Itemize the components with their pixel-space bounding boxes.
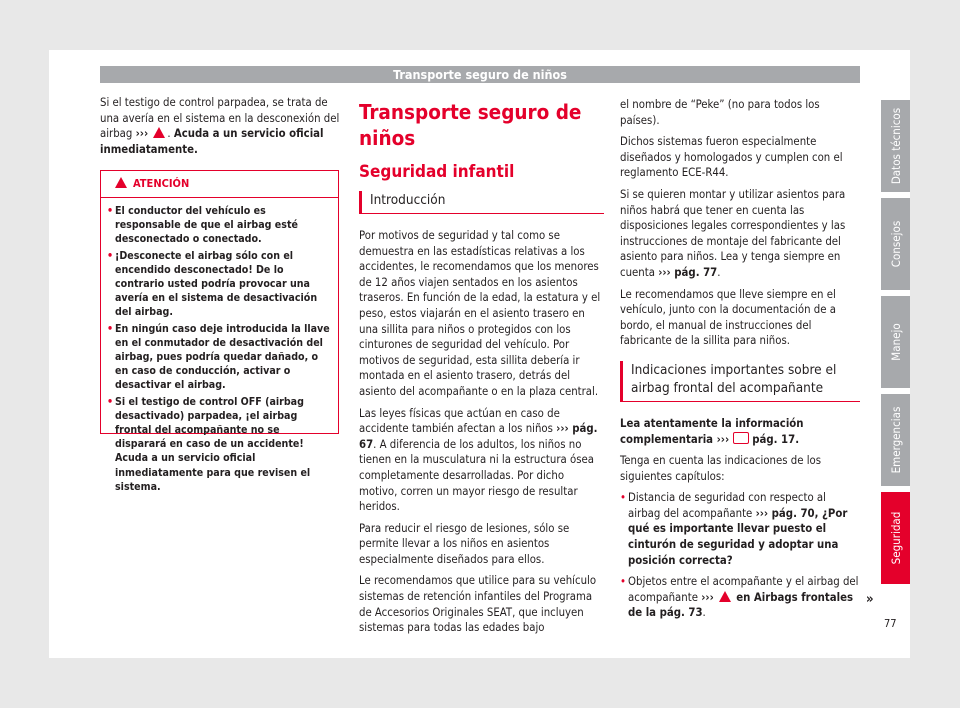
warning-divider: [101, 197, 338, 198]
page-link[interactable]: en Airbags frontales de la pág. 73: [628, 590, 854, 620]
warning-item: • El conductor del vehículo es responsable de que el airbag esté desconectado o conectado.: [107, 205, 298, 246]
section-heading: Indicaciones importantes sobre el airbag frontal del acompañante: [620, 361, 860, 401]
warning-triangle-icon: [115, 177, 127, 188]
page-title: Transporte seguro de niños: [359, 100, 582, 150]
column-3: [620, 97, 860, 627]
warning-box: [100, 170, 339, 493]
warning-title: ATENCIÓN: [101, 171, 338, 193]
warning-item: • En ningún caso deje introducida la llave en el conmutador de desactivación del airbag, pues podría quedar dañado, o en caso de conducción, activar o desactivar el airbag.: [107, 322, 330, 392]
page-number: 77: [884, 617, 897, 630]
warning-triangle-icon: [719, 591, 731, 602]
book-icon: [733, 432, 749, 444]
paragraph: Tenga en cuenta las indicaciones de los siguientes capítulos:: [620, 454, 822, 483]
section-rule: [359, 213, 604, 214]
page-header: Transporte seguro de niños: [100, 66, 860, 83]
continue-mark: »: [866, 592, 874, 607]
tab-manejo[interactable]: Manejo: [881, 296, 910, 388]
section-heading: Introducción: [359, 191, 604, 213]
warning-item: • ¡Desconecte el airbag sólo con el encendido desconectado! De lo contrario usted podría provocar una avería en el sistema de desactivación del airbag.: [107, 249, 318, 319]
column-1: [100, 95, 340, 163]
list-item: • Objetos entre el acompañante y el airbag del acompañante ››› en Airbags frontales de la pág. 73.: [620, 575, 859, 620]
page-link[interactable]: ››› pág. 67: [359, 422, 598, 451]
lead-paragraph: Lea atentamente la información complementaria ››› pág. 17.: [620, 416, 804, 446]
tab-emergencias[interactable]: Emergencias: [881, 394, 910, 486]
paragraph: Dichos sistemas fueron especialmente diseñados y homologados y cumplen con el reglamento ECE-R44.: [620, 135, 843, 180]
paragraph: Le recomendamos que lleve siempre en el vehículo, junto con la documentación de a bordo, el manual de instrucciones del fabricante de la sillita para niños.: [620, 287, 836, 348]
paragraph: Si se quieren montar y utilizar asientos para niños habrá que tener en cuenta las disposiciones legales correspondientes y las instrucciones de montaje del fabricante del asiento para niños. Lea y tenga siempre en cuenta ››› pág. 77.: [620, 187, 846, 279]
paragraph: Le recomendamos que utilice para su vehículo sistemas de retención infantiles del Programa de Accesorios Originales SEAT, que incluyen sistemas para todas las edades bajo: [359, 574, 597, 635]
tab-seguridad[interactable]: Seguridad: [881, 492, 910, 584]
intro-paragraph: Si el testigo de control parpadea, se trata de una avería en el sistema en la desconexión del airbag ››› . Acuda a un servicio oficial inmediatamente.: [100, 96, 340, 156]
page-link[interactable]: ››› pág. 77: [658, 265, 718, 279]
column-2: [359, 99, 604, 642]
paragraph: Por motivos de seguridad y tal como se demuestra en las estadísticas relativas a los accidentes, le recomendamos que los menores de 12 años viajen sentados en los asientos traseros. En función de la edad, la estatura y el peso, estos viajarán en el asiento trasero en una sillita para niños o protegidos con los cinturones de seguridad del vehículo. Por motivos de seguridad, esta sillita debería ir montada en el asiento trasero, detrás del asiento del acompañante o en la plaza central.: [359, 229, 601, 398]
list-item: • Distancia de seguridad con respecto al airbag del acompañante ››› pág. 70, ¿Por qué es importante llevar puesto el cinturón de seguridad y adoptar una posición correcta?: [620, 491, 848, 567]
warning-triangle-icon: [153, 127, 165, 138]
tab-datos-tecnicos[interactable]: Datos técnicos: [881, 100, 910, 192]
section-rule: [620, 401, 860, 402]
paragraph: el nombre de “Peke” (no para todos los países).: [620, 98, 820, 127]
tab-consejos[interactable]: Consejos: [881, 198, 910, 290]
page-link[interactable]: pág. 17: [752, 432, 796, 446]
paragraph: Para reducir el riesgo de lesiones, sólo se permite llevar a los niños en asientos especialmente diseñados para ellos.: [359, 521, 570, 566]
paragraph: Las leyes físicas que actúan en caso de accidente también afectan a los niños ››› pág. 67. A diferencia de los adultos, los niños no tienen en la musculatura ni la estructura ósea completamente desarrolladas. Por dicho motivo, corren un mayor riesgo de resultar heridos.: [359, 406, 598, 514]
warning-item: • Si el testigo de control OFF (airbag desactivado) parpadea, ¡el airbag frontal del acompañante no se disparará en caso de un accidente! Acuda a un servicio oficial inmediatamente para que revisen el sistema.: [107, 395, 311, 493]
subtitle: Seguridad infantil: [359, 162, 515, 182]
page-link[interactable]: ››› pág. 70, ¿Por qué es importante llevar puesto el cinturón de seguridad y adoptar una posición correcta?: [628, 506, 848, 567]
